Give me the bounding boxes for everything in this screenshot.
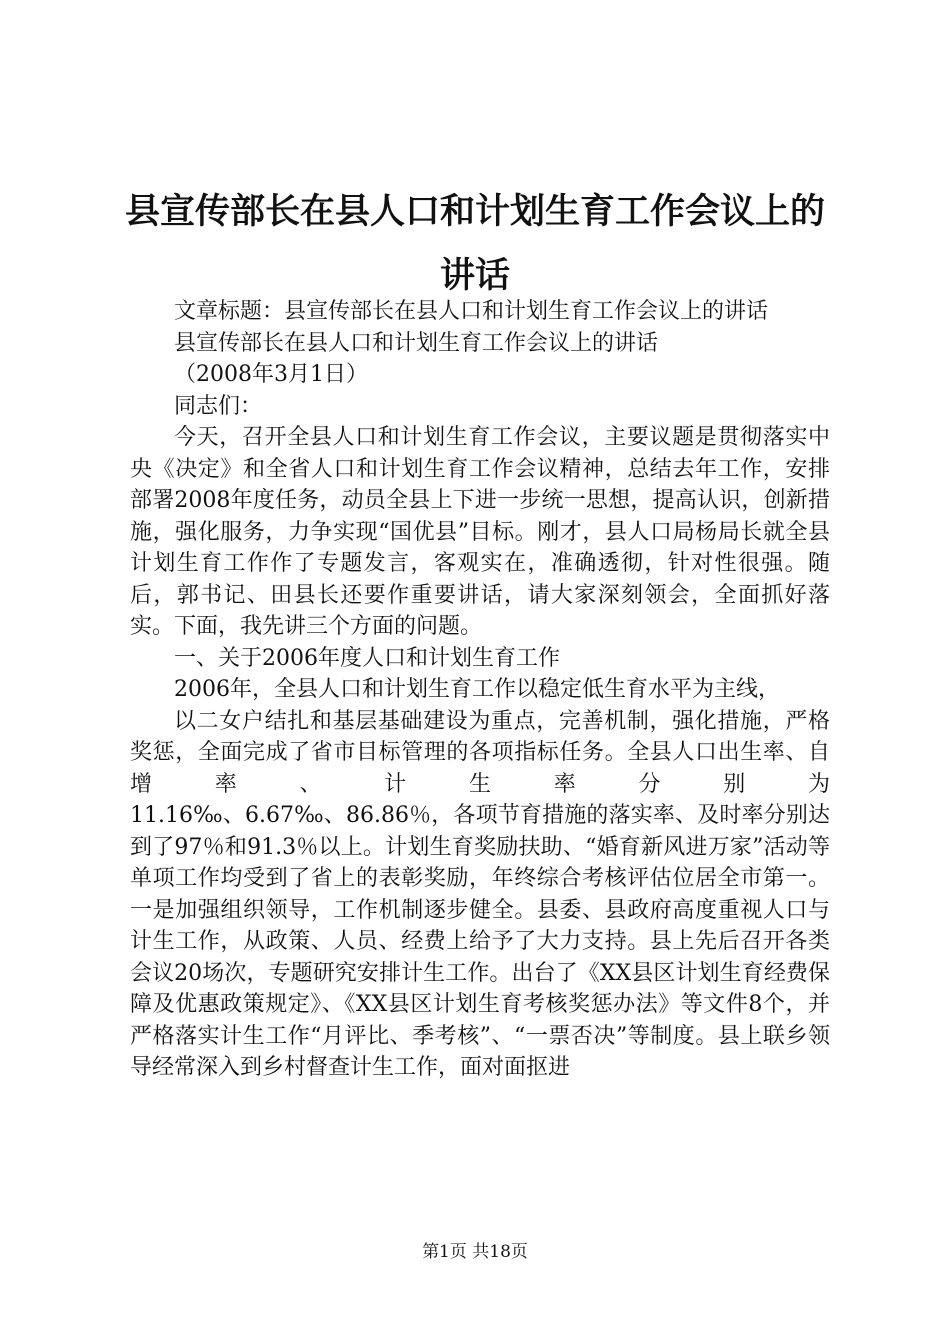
paragraph-intro: 今天，召开全县人口和计划生育工作会议，主要议题是贯彻落实中央《决定》和全省人口和计划生育工作会议精神，总结去年工作，安排部署2008年度任务，动员全县上下进一步统一思想，提高认识，创新措施，强化服务，力争实现“国优县”目标。刚才，县人口局杨局长就全县计划生育工作作了专题发言，客观实在，准确透彻，针对性很强。随后，郭书记、田县长还要作重要讲话，请大家深刻领会，全面抓好落实。下面，我先讲三个方面的问题。 — [130, 425, 830, 639]
document-body — [130, 296, 830, 1084]
section-heading-1: 一、关于2006年度人口和计划生育工作 — [174, 645, 560, 671]
salutation: 同志们： — [174, 393, 263, 419]
paragraph-2006-summary: 2006年，全县人口和计划生育工作以稳定低生育水平为主线， — [174, 677, 780, 702]
page-footer: 第1页 共18页 — [422, 1242, 528, 1262]
speech-date: （2008年3月1日） — [174, 362, 368, 387]
paragraph-achievements: 以二女户结扎和基层基础建设为重点，完善机制，强化措施，严格奖惩，全面完成了省市目标管理的各项指标任务。全县人口出生率、自增率、计生率分别为 — [130, 708, 830, 797]
paragraph-statistics: 11.16‰、6.67‰、86.86％，各项节育措施的落实率、及时率分别达到了97％和91.3％以上。计划生育奖励扶助、“婚育新风进万家”活动等单项工作均受到了省上的表彰奖励，年终综合考核评估位居全市第一。一是加强组织领导，工作机制逐步健全。县委、县政府高度重视人口与计生工作，从政策、人员、经费上给予了大力支持。县上先后召开各类会议20场次，专题研究安排计生工作。出台了《XX县区计划生育经费保障及优惠政策规定》、《XX县区计划生育考核奖惩办法》等文件8个，并严格落实计生工作“月评比、季考核”、“一票否决”等制度。县上联乡领导经常深入到乡村督查计生工作，面对面抠进 — [130, 803, 830, 1080]
article-title-line: 文章标题：县宣传部长在县人口和计划生育工作会议上的讲话 — [174, 299, 769, 324]
document-title: 县宣传部长在县人口和计划生育工作会议上的讲话 — [124, 192, 825, 296]
speech-heading: 县宣传部长在县人口和计划生育工作会议上的讲话 — [174, 330, 659, 356]
